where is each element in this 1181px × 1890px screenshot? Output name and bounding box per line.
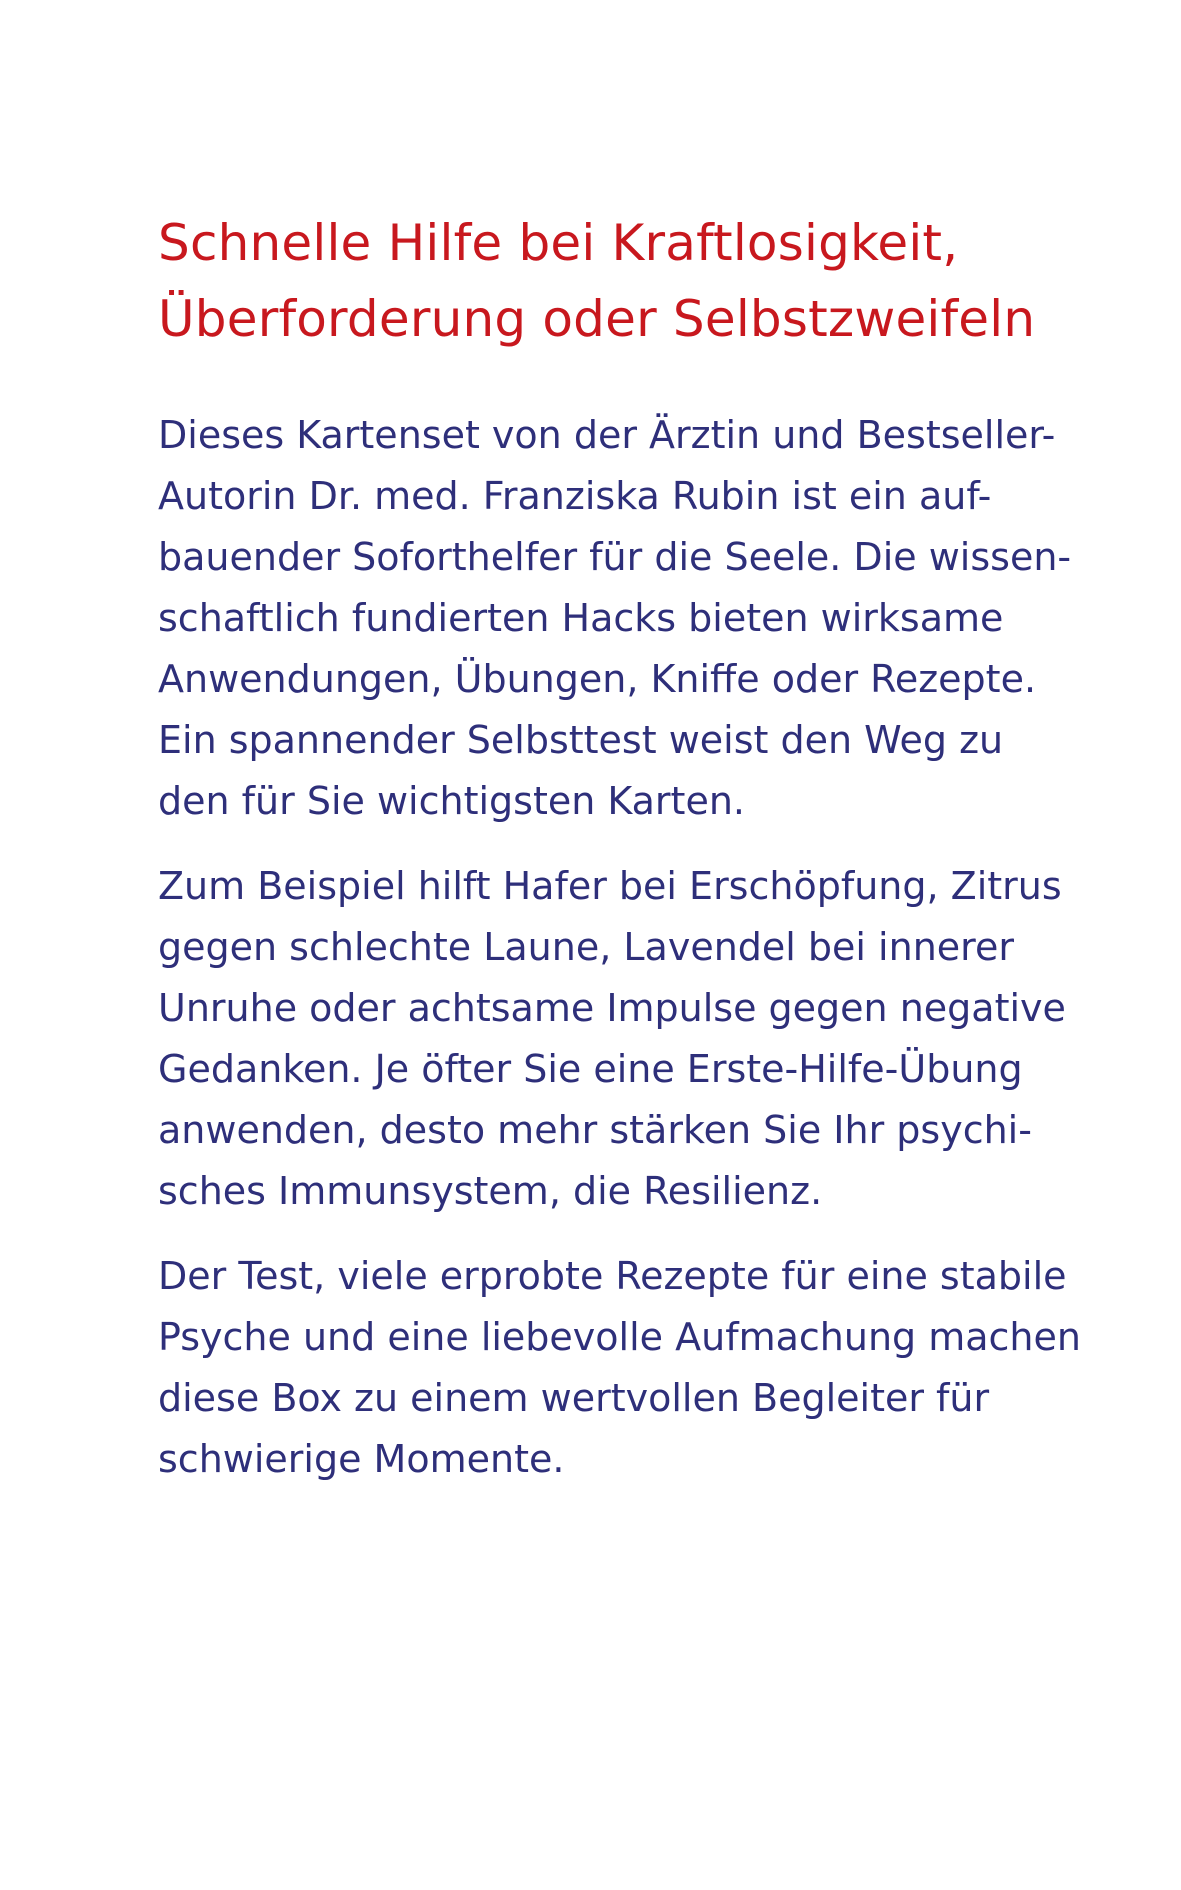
blurb-content	[158, 205, 1118, 1514]
paragraph-line: diese Box zu einem wertvollen Begleiter für	[158, 1376, 990, 1420]
paragraph-line: Ein spannender Selbsttest weist den Weg zu	[158, 718, 1004, 762]
paragraph-line: schaftlich fundierten Hacks bieten wirksame	[158, 596, 1004, 640]
paragraph-line: gegen schlechte Laune, Lavendel bei innerer	[158, 925, 1014, 969]
paragraph-line: Der Test, viele erprobte Rezepte für eine stabile	[158, 1254, 1067, 1298]
headline-line: Überforderung oder Selbstzweifeln	[158, 290, 1036, 348]
paragraph-intro	[158, 405, 1118, 832]
paragraph-line: Unruhe oder achtsame Impulse gegen negative	[158, 986, 1066, 1030]
headline-line: Schnelle Hilfe bei Kraftlosigkeit,	[158, 214, 959, 272]
paragraph-examples	[158, 856, 1118, 1222]
paragraph-line: Autorin Dr. med. Franziska Rubin ist ein auf-	[158, 474, 992, 518]
paragraph-line: Psyche und eine liebevolle Aufmachung machen	[158, 1315, 1081, 1359]
paragraph-line: Zum Beispiel hilft Hafer bei Erschöpfung, Zitrus	[158, 864, 1062, 908]
paragraph-line: anwenden, desto mehr stärken Sie Ihr psychi-	[158, 1108, 1032, 1152]
blurb-body	[158, 405, 1118, 1490]
paragraph-line: sches Immunsystem, die Resilienz.	[158, 1169, 823, 1213]
paragraph-summary	[158, 1246, 1118, 1490]
paragraph-line: Anwendungen, Übungen, Kniffe oder Rezepte.	[158, 657, 1037, 701]
paragraph-line: bauender Soforthelfer für die Seele. Die wissen-	[158, 535, 1072, 579]
paragraph-line: den für Sie wichtigsten Karten.	[158, 779, 745, 823]
headline	[158, 205, 1118, 357]
paragraph-line: Gedanken. Je öfter Sie eine Erste-Hilfe-Übung	[158, 1047, 1023, 1091]
paragraph-line: Dieses Kartenset von der Ärztin und Bestseller-	[158, 413, 1056, 457]
paragraph-line: schwierige Momente.	[158, 1437, 565, 1481]
